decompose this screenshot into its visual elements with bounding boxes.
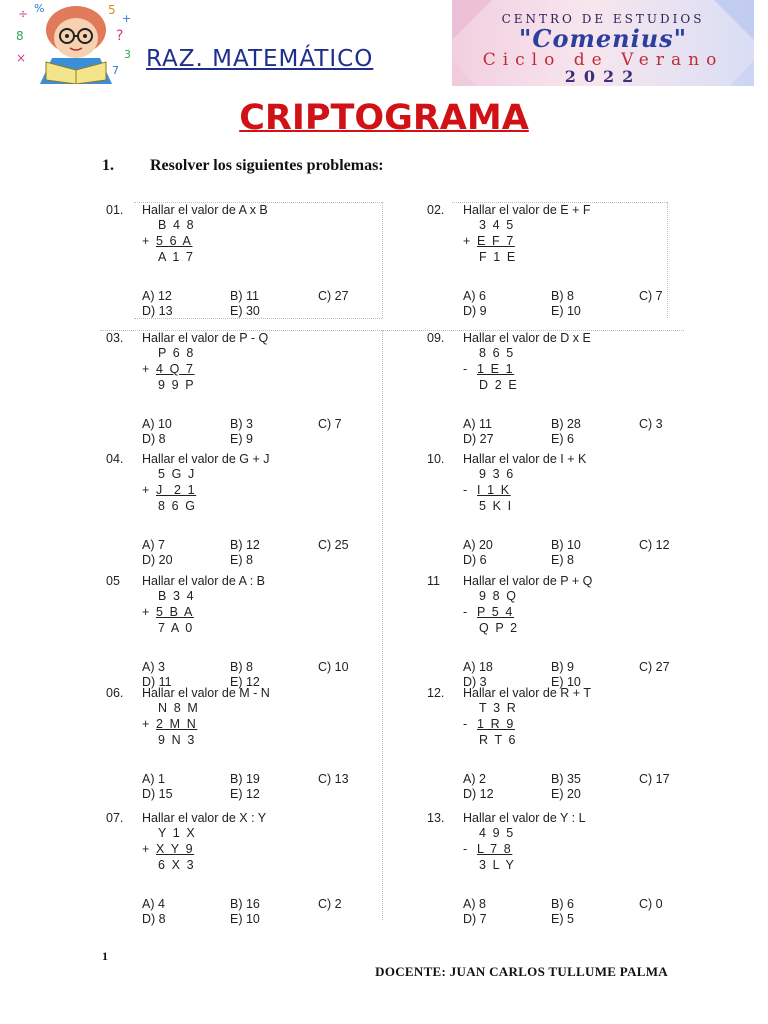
option-d: D) 6	[463, 553, 487, 567]
problem-statement: Hallar el valor de M - N	[142, 686, 270, 700]
problem-statement: Hallar el valor de R + T	[463, 686, 591, 700]
instruction-text: Resolver los siguientes problemas:	[150, 157, 384, 174]
operand-row-1: B 3 4	[158, 589, 196, 603]
operator-sign: +	[142, 717, 151, 731]
operator-sign: -	[463, 717, 469, 731]
operand-row-2	[142, 605, 194, 619]
operator-sign: +	[142, 605, 151, 619]
svg-text:÷: ÷	[18, 7, 29, 21]
option-c: C) 2	[318, 897, 342, 911]
operand-row-2-value: 2 M N	[156, 717, 198, 731]
operand-row-1: 8 6 5	[479, 346, 515, 360]
page-number: 1	[102, 949, 108, 963]
option-e: E) 12	[230, 675, 260, 689]
option-e: E) 10	[551, 675, 581, 689]
svg-text:×: ×	[16, 51, 27, 65]
option-a: A) 3	[142, 660, 165, 674]
svg-text:+: +	[122, 12, 132, 25]
operand-row-1: 5 G J	[158, 467, 196, 481]
result-row: 5 K I	[479, 499, 513, 513]
svg-text:8: 8	[16, 29, 24, 43]
option-a: A) 12	[142, 289, 172, 303]
operand-row-1: Y 1 X	[158, 826, 197, 840]
problem-statement: Hallar el valor de P + Q	[463, 574, 593, 588]
operand-row-2-value: I 1 K	[477, 483, 511, 497]
option-c: C) 10	[318, 660, 349, 674]
problem-statement: Hallar el valor de X : Y	[142, 811, 267, 825]
option-c: C) 27	[318, 289, 349, 303]
result-row: Q P 2	[479, 621, 519, 635]
teacher-credit: DOCENTE: JUAN CARLOS TULLUME PALMA	[375, 964, 668, 979]
option-c: C) 7	[639, 289, 663, 303]
problem-number: 03.	[106, 331, 124, 345]
result-row: 8 6 G	[158, 499, 197, 513]
option-e: E) 30	[230, 304, 260, 318]
option-e: E) 5	[551, 912, 574, 926]
logo-illustration	[12, 0, 138, 84]
operand-row-1: 9 8 Q	[479, 589, 518, 603]
page-title: CRIPTOGRAMA	[239, 98, 529, 138]
operator-sign: +	[142, 842, 151, 856]
operand-row-2	[463, 362, 514, 376]
option-c: C) 13	[318, 772, 349, 786]
option-e: E) 10	[551, 304, 581, 318]
option-d: D) 8	[142, 432, 166, 446]
option-d: D) 27	[463, 432, 494, 446]
problem-item	[427, 452, 727, 572]
option-c: C) 0	[639, 897, 663, 911]
svg-text:5: 5	[108, 3, 116, 17]
operand-row-2	[142, 717, 197, 731]
operand-row-2	[142, 362, 195, 376]
problem-item	[427, 574, 727, 694]
option-b: B) 12	[230, 538, 260, 552]
problem-statement: Hallar el valor de D x E	[463, 331, 591, 345]
operand-row-1: P 6 8	[158, 346, 195, 360]
operand-row-2-value: L 7 8	[477, 842, 513, 856]
problem-number: 04.	[106, 452, 124, 466]
result-row: 9 N 3	[158, 733, 196, 747]
problem-statement: Hallar el valor de A : B	[142, 574, 265, 588]
operand-row-2-value: J 2 1	[156, 483, 197, 497]
option-e: E) 8	[230, 553, 253, 567]
result-row: A 1 7	[158, 250, 195, 264]
result-row: 3 L Y	[479, 858, 516, 872]
operand-row-2	[463, 605, 514, 619]
operand-row-2-value: 1 R 9	[477, 717, 515, 731]
result-row: D 2 E	[479, 378, 519, 392]
option-a: A) 8	[463, 897, 486, 911]
option-e: E) 6	[551, 432, 574, 446]
problem-statement: Hallar el valor de Y : L	[463, 811, 586, 825]
option-d: D) 12	[463, 787, 494, 801]
option-d: D) 8	[142, 912, 166, 926]
school-banner	[452, 0, 754, 86]
problem-item	[106, 203, 406, 323]
result-row: 6 X 3	[158, 858, 196, 872]
option-a: A) 1	[142, 772, 165, 786]
option-b: B) 6	[551, 897, 574, 911]
option-c: C) 7	[318, 417, 342, 431]
operand-row-1: 4 9 5	[479, 826, 515, 840]
option-b: B) 28	[551, 417, 581, 431]
option-c: C) 25	[318, 538, 349, 552]
operator-sign: -	[463, 605, 469, 619]
operator-sign: -	[463, 483, 469, 497]
banner-school-name: "Comenius"	[518, 24, 688, 53]
option-e: E) 10	[230, 912, 260, 926]
problem-item	[427, 811, 727, 931]
instruction-number: 1.	[102, 157, 114, 174]
operator-sign: -	[463, 362, 469, 376]
operand-row-2-value: 4 Q 7	[156, 362, 195, 376]
problem-item	[427, 331, 727, 451]
operand-row-2-value: E F 7	[477, 234, 515, 248]
problem-number: 06.	[106, 686, 124, 700]
operand-row-2-value: P 5 4	[477, 605, 514, 619]
option-a: A) 20	[463, 538, 493, 552]
problem-item	[106, 331, 406, 451]
banner-year: 2022	[564, 67, 642, 86]
operand-row-1: B 4 8	[158, 218, 196, 232]
option-d: D) 15	[142, 787, 173, 801]
option-c: C) 3	[639, 417, 663, 431]
svg-text:3: 3	[124, 48, 131, 61]
operand-row-1: 3 4 5	[479, 218, 515, 232]
problem-item	[106, 452, 406, 572]
operator-sign: -	[463, 842, 469, 856]
operand-row-2	[463, 717, 515, 731]
option-e: E) 8	[551, 553, 574, 567]
instruction	[102, 157, 384, 175]
result-row: R T 6	[479, 733, 518, 747]
option-a: A) 4	[142, 897, 165, 911]
option-b: B) 11	[230, 289, 259, 303]
operand-row-2-value: 5 6 A	[156, 234, 193, 248]
operand-row-1: T 3 R	[479, 701, 518, 715]
problem-number: 11	[427, 574, 440, 588]
operand-row-1: N 8 M	[158, 701, 200, 715]
problem-statement: Hallar el valor de E + F	[463, 203, 591, 217]
option-b: B) 35	[551, 772, 581, 786]
operand-row-2-value: X Y 9	[156, 842, 195, 856]
option-d: D) 20	[142, 553, 173, 567]
option-d: D) 3	[463, 675, 487, 689]
option-e: E) 9	[230, 432, 253, 446]
operator-sign: +	[142, 234, 151, 248]
option-a: A) 2	[463, 772, 486, 786]
problem-item	[427, 686, 727, 806]
option-b: B) 9	[551, 660, 574, 674]
operand-row-2	[142, 483, 196, 497]
operand-row-2-value: 1 E 1	[477, 362, 515, 376]
result-row: 7 A 0	[158, 621, 194, 635]
problem-item	[106, 811, 406, 931]
option-a: A) 6	[463, 289, 486, 303]
operand-row-2	[463, 842, 512, 856]
problem-item	[106, 686, 406, 806]
option-a: A) 7	[142, 538, 165, 552]
operand-row-2	[142, 234, 193, 248]
svg-text:7: 7	[112, 64, 119, 77]
operand-row-2-value: 5 B A	[156, 605, 194, 619]
problem-item	[427, 203, 727, 323]
option-e: E) 12	[230, 787, 260, 801]
problem-number: 01.	[106, 203, 124, 217]
problem-number: 12.	[427, 686, 445, 700]
problem-number: 02.	[427, 203, 445, 217]
svg-text:%: %	[34, 2, 45, 15]
problem-number: 13.	[427, 811, 445, 825]
option-b: B) 10	[551, 538, 581, 552]
option-c: C) 12	[639, 538, 670, 552]
option-a: A) 18	[463, 660, 493, 674]
problem-number: 05	[106, 574, 120, 588]
option-d: D) 11	[142, 675, 172, 689]
problem-statement: Hallar el valor de P - Q	[142, 331, 269, 345]
result-row: F 1 E	[479, 250, 517, 264]
operand-row-2	[463, 234, 515, 248]
operator-sign: +	[463, 234, 472, 248]
option-d: D) 7	[463, 912, 487, 926]
option-d: D) 9	[463, 304, 487, 318]
option-d: D) 13	[142, 304, 173, 318]
banner-center-name: CENTRO DE ESTUDIOS	[501, 12, 705, 26]
option-b: B) 3	[230, 417, 253, 431]
option-c: C) 27	[639, 660, 670, 674]
operand-row-2	[463, 483, 511, 497]
svg-text:?: ?	[116, 28, 124, 44]
problem-statement: Hallar el valor de G + J	[142, 452, 270, 466]
problem-number: 09.	[427, 331, 445, 345]
problem-number: 10.	[427, 452, 445, 466]
operand-row-2	[142, 842, 194, 856]
operator-sign: +	[142, 362, 151, 376]
option-e: E) 20	[551, 787, 581, 801]
option-a: A) 11	[463, 417, 492, 431]
subject-title: RAZ. MATEMÁTICO	[146, 46, 374, 72]
option-b: B) 8	[551, 289, 574, 303]
option-b: B) 19	[230, 772, 260, 786]
problem-statement: Hallar el valor de I + K	[463, 452, 587, 466]
operator-sign: +	[142, 483, 151, 497]
problem-statement: Hallar el valor de A x B	[142, 203, 268, 217]
banner-cycle: Ciclo de Verano	[482, 50, 724, 70]
problem-item	[106, 574, 406, 694]
result-row: 9 9 P	[158, 378, 196, 392]
option-a: A) 10	[142, 417, 172, 431]
problem-number: 07.	[106, 811, 124, 825]
option-b: B) 8	[230, 660, 253, 674]
option-c: C) 17	[639, 772, 670, 786]
operand-row-1: 9 3 6	[479, 467, 515, 481]
option-b: B) 16	[230, 897, 260, 911]
